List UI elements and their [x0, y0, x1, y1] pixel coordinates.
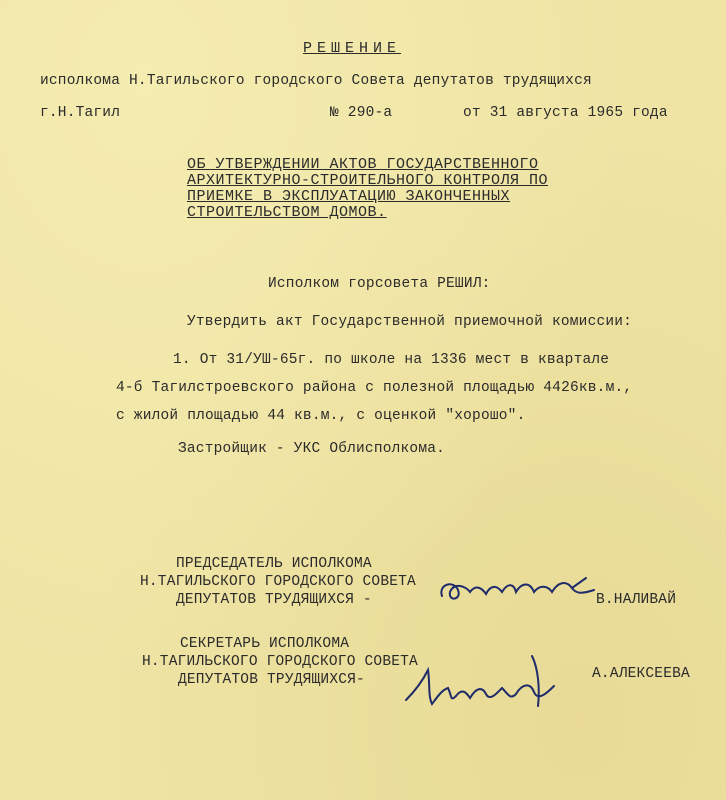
document-city: г.Н.Тагил [40, 105, 121, 121]
document-date: от 31 августа 1965 года [463, 105, 668, 121]
chair-title-line: ПРЕДСЕДАТЕЛЬ ИСПОЛКОМА [176, 556, 372, 572]
heading-line: ОБ УТВЕРЖДЕНИИ АКТОВ ГОСУДАРСТВЕННОГО [187, 156, 539, 173]
secretary-title-line: ДЕПУТАТОВ ТРУДЯЩИХСЯ- [178, 672, 365, 688]
document-number: № 290-а [330, 105, 393, 121]
item-line: 1. От 31/УШ-65г. по школе на 1336 мест в квартале [173, 352, 610, 368]
document-subtitle: исполкома Н.Тагильского городского Совета депутатов трудящихся [40, 73, 592, 89]
item-line: с жилой площадью 44 кв.м., с оценкой "хорошо". [116, 408, 526, 424]
secretary-title-line: СЕКРЕТАРЬ ИСПОЛКОМА [180, 636, 350, 652]
heading-line: АРХИТЕКТУРНО-СТРОИТЕЛЬНОГО КОНТРОЛЯ ПО [187, 172, 549, 189]
developer-line: Застройщик - УКС Облисполкома. [178, 441, 446, 457]
chair-handwritten-signature [436, 570, 606, 610]
secretary-title-line: Н.ТАГИЛЬСКОГО ГОРОДСКОГО СОВЕТА [142, 654, 418, 670]
heading-line: ПРИЕМКЕ В ЭКСПЛУАТАЦИЮ ЗАКОНЧЕННЫХ [187, 188, 511, 205]
chair-name: В.НАЛИВАЙ [596, 592, 677, 608]
secretary-name: А.АЛЕКСЕЕВА [592, 666, 690, 682]
document-title: РЕШЕНИЕ [303, 40, 402, 57]
decision-statement: Исполком горсовета РЕШИЛ: [268, 276, 491, 292]
chair-title-line: Н.ТАГИЛЬСКОГО ГОРОДСКОГО СОВЕТА [140, 574, 416, 590]
heading-line: СТРОИТЕЛЬСТВОМ ДОМОВ. [187, 204, 387, 221]
approve-statement: Утвердить акт Государственной приемочной комиссии: [187, 314, 633, 330]
chair-title-line: ДЕПУТАТОВ ТРУДЯЩИХСЯ - [176, 592, 372, 608]
secretary-handwritten-signature [398, 648, 568, 718]
item-line: 4-б Тагилстроевского района с полезной площадью 4426кв.м., [116, 380, 633, 396]
